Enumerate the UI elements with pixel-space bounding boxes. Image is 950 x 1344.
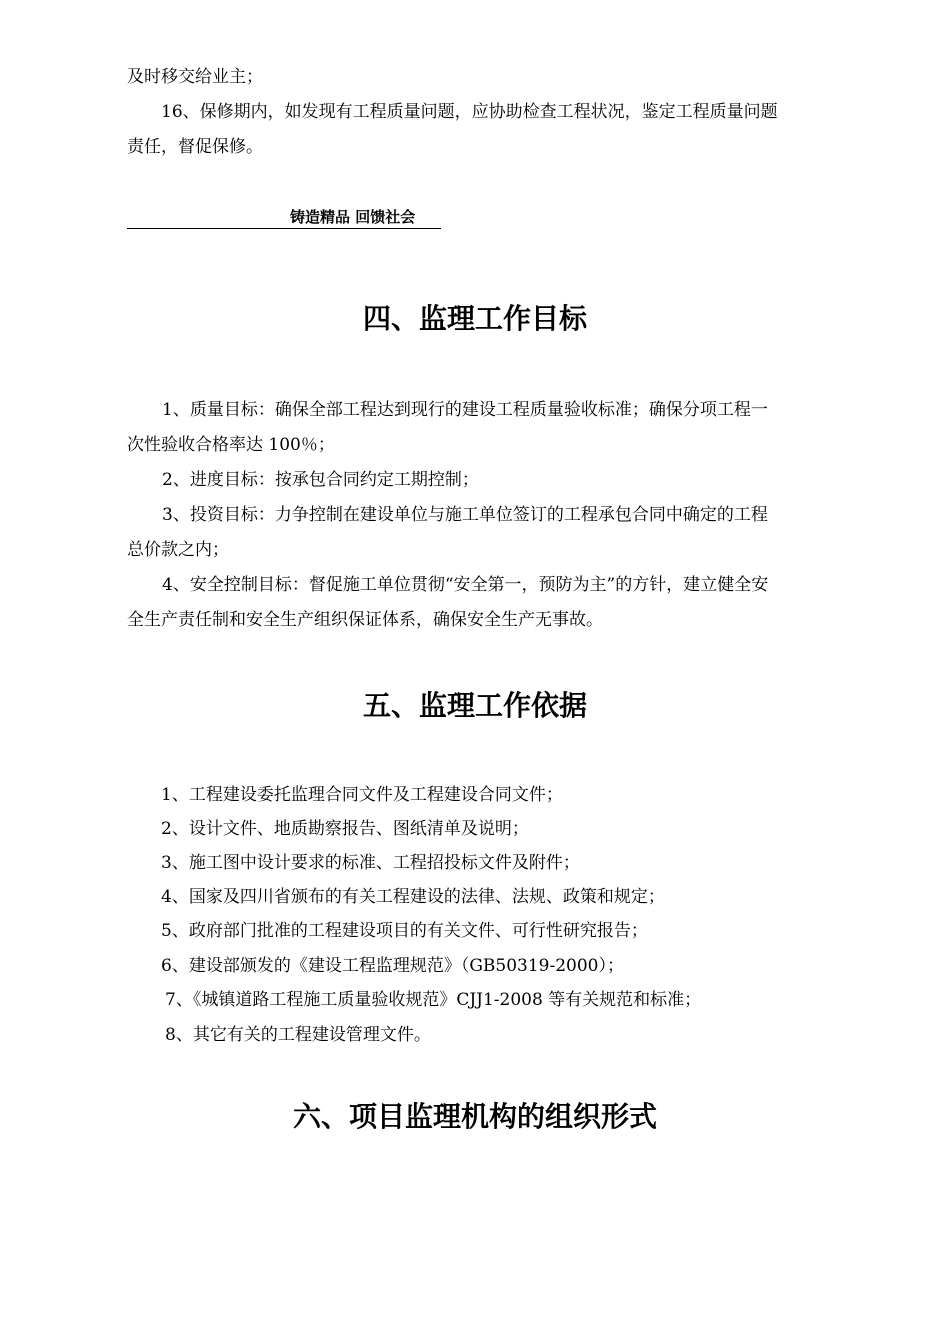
section-4-line: 总价款之内；: [127, 540, 229, 560]
section-5-line: 6、建设部颁发的《建设工程监理规范》（GB50319-2000）；: [161, 956, 624, 976]
section-5-line: 5、政府部门批准的工程建设项目的有关文件、可行性研究报告；: [161, 921, 648, 941]
section-4-line: 次性验收合格率达 100％；: [127, 435, 335, 455]
section-5-line: 7、《城镇道路工程施工质量验收规范》CJJ1-2008 等有关规范和标准；: [165, 990, 702, 1010]
section-4-line: 1、质量目标：确保全部工程达到现行的建设工程质量验收标准；确保分项工程一: [162, 400, 768, 420]
section-5-line: 4、国家及四川省颁布的有关工程建设的法律、法规、政策和规定；: [161, 887, 665, 907]
section-5-line: 8、其它有关的工程建设管理文件。: [165, 1025, 431, 1045]
item-16-line-1: 16、保修期内，如发现有工程质量问题，应协助检查工程状况，鉴定工程质量问题: [161, 102, 778, 122]
section-5-line: 1、工程建设委托监理合同文件及工程建设合同文件；: [161, 785, 563, 805]
section-5-title: 五、监理工作依据: [362, 689, 587, 722]
section-5-line: 3、施工图中设计要求的标准、工程招投标文件及附件；: [161, 853, 580, 873]
section-4-line: 3、投资目标：力争控制在建设单位与施工单位签订的工程承包合同中确定的工程: [162, 505, 768, 525]
item-16-line-2: 责任，督促保修。: [127, 137, 263, 157]
motto-text: 铸造精品 回馈社会: [290, 208, 416, 226]
section-4-title: 四、监理工作目标: [362, 302, 587, 335]
section-4-line: 2、进度目标：按承包合同约定工期控制；: [162, 470, 479, 490]
section-6-title: 六、项目监理机构的组织形式: [292, 1100, 657, 1133]
section-4-line: 全生产责任制和安全生产组织保证体系，确保安全生产无事故。: [127, 610, 603, 630]
section-4-line: 4、安全控制目标：督促施工单位贯彻“安全第一，预防为主”的方针，建立健全安: [162, 575, 769, 595]
section-5-line: 2、设计文件、地质勘察报告、图纸清单及说明；: [161, 819, 529, 839]
continuation-line: 及时移交给业主；: [127, 67, 263, 87]
motto-underline: [127, 206, 441, 229]
